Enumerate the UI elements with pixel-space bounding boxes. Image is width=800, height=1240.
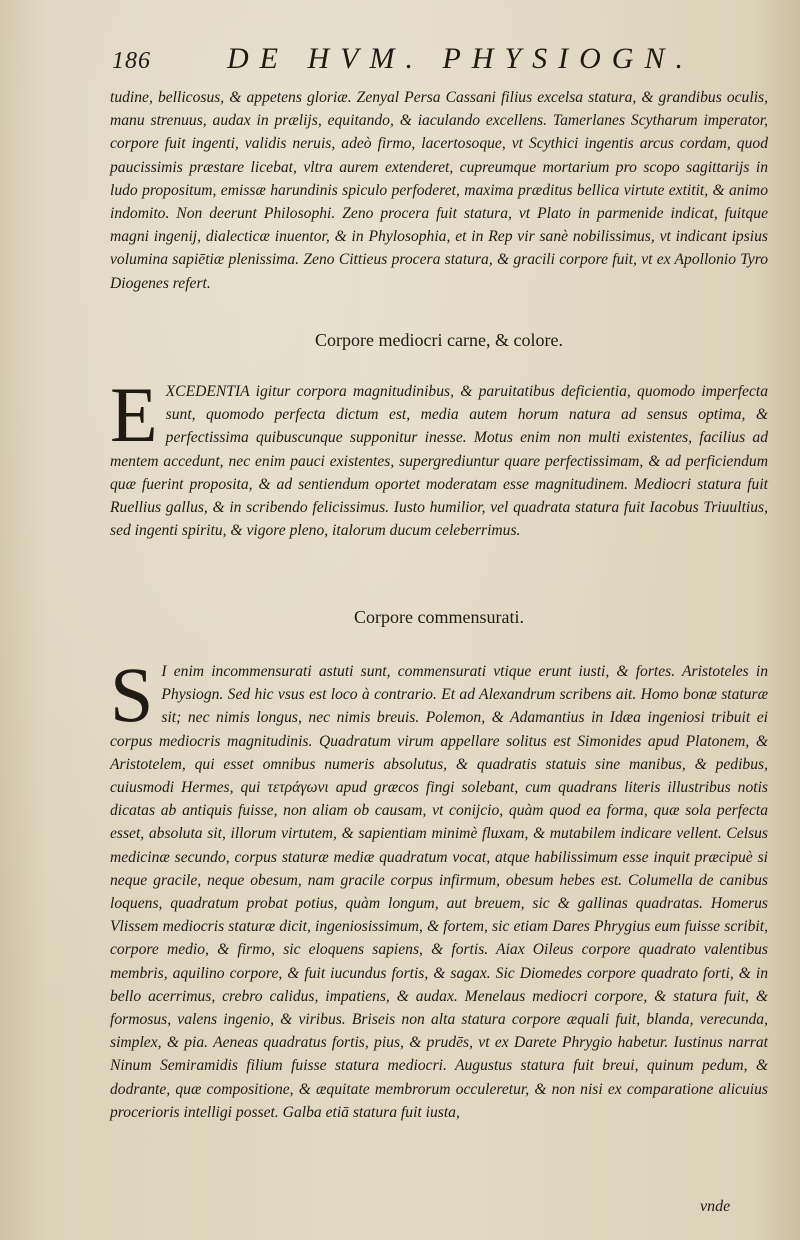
section-heading-commensurati: Corpore commensurati. [354,607,524,627]
paragraph-mediocri [110,371,768,542]
paragraph-continued [110,86,768,295]
paragraph-commensurati [110,651,768,1124]
paragraph-text: I enim incommensurati astuti sunt, commensurati vtique erunt iusti, & fortes. Aristoteles in Physiogn. Sed hic vsus est loco à contrario. Et ad Alexandrum scribens ait. Homo bonæ staturæ sit; nec nimis longus, nec nimis breuis. Polemon, & Adamantius in Idæa ingeniosi tribuit ei corpus mediocris magnitudinis. Quadratum virum appellare solitus est Simonides apud Platonem, & Aristotelem, qui esset omnibus numeris absolutus, & quadratis statuis sine manibus, & pedibus, cuiusmodi Hermes, qui τετράγωνι apud græcos fingi solebant, cum quadrans literis illustribus notis dicatas ab antiquis fuisse, non aliam ob causam, vt conijcio, quàm quod ea forma, quæ sola perfecta esset, absoluta sit, illorum virtutem, & sapientiam minimè fluxam, & mutabilem indicare vellent. Celsus medicinæ secundo, corpus staturæ mediæ quadratum vocat, atque habilissimum esse inquit præcipuè si neque gracile, neque obesum, nam gracile corpus infirmum, obesum hebes est. Columella de canibus loquens, quadratum probat potius, quàm longum, aut breuem, sic & gallinas quadratas. Homerus Vlissem mediocris staturæ dicit, ingeniosissimum, & fortem, sic etiam Dares Phrygius eum fuisse scribit, corpore medio, & firmo, sic eloquens sapiens, & fortis. Aiax Oileus corpore quadrato valentibus membris, aquilino corpore, & fuit iucundus fortis, & sagax. Sic Diomedes corpore quadrato forti, & in bello acerrimus, crebro calidus, impatiens, & audax. Menelaus mediocri corpore, & statura fuit, & formosus, valens ingenio, & viribus. Briseis non alta statura corpore æquali fuit, blanda, verecunda, simplex, & pia. Aeneas quadratus fortis, pius, & prudēs, vt ex Darete Phrygio habetur. Iustinus narrat Ninum Semiramidis filium fuisse statura mediocri. Augustus statura fuit breui, quinum pedum, & dodrante, quæ compositione, & æquitate membrorum occuleretur, & non nisi ex comparatione alicuius procerioris intelligi posset. Galba etiā statura fuit iusta, [110,663,768,1121]
catchword: vnde [700,1198,731,1215]
drop-cap: S [110,651,154,738]
page-header [112,40,762,80]
drop-cap: E [110,371,158,458]
paragraph-text: XCEDENTIA igitur corpora magnitudinibus, & paruitatibus deficientia, quomodo imperfecta sunt, quomodo perfecta dictum est, media autem horum natura ad sensus optima, & perfectissima quibuscunque supponitur inesse. Motus enim non multi existentes, facilius ad mentem accedunt, nec enim pauci existentes, supergrediuntur quare perfectissimam, & ad perficiendum quæ fuerint proposita, & ad sentiendum oportet moderatam esse magnitudinem. Mediocri statura fuit Ruellius gallus, & in scribendo felicissimus. Iusto humilior, vel quadrata statura fuit Iacobus Triuultius, sed ingenti spiritu, & vigore pleno, italorum ducum celeberrimus. [110,383,768,540]
section-heading-mediocri: Corpore mediocri carne, & colore. [315,330,563,350]
paragraph-text: tudine, bellicosus, & appetens gloriæ. Zenyal Persa Cassani filius excelsa statura, & grandibus oculis, manu strenuus, audax in prælijs, equitando, & iaculando excellens. Tamerlanes Scytharum imperator, corpore fuit ingenti, validis neruis, adeò firmo, lacertosoque, vt Scythici ingentis arcus cordam, quod paucissimis præstare licebat, vltra aurem extenderet, cupreumque mortarium pro scopo sagittarijs in ludo propositum, emissæ harundinis spiculo perfoderet, maxima præditus bellica virtute extitit, & animo indomito. Non deerunt Philosophi. Zeno procera fuit statura, vt Plato in parmenide indicat, fuitque magni ingenij, dialecticæ inuentor, & in Phylosophia, et in Rep vir sanè nobilissimus, vt indicant ipsius volumina sapiētiæ plenissima. Zeno Cittieus procera statura, & gracili corpore fuit, vt ex Apollonio Tyro Diogenes refert. [110,89,768,292]
running-head: DE HVM. PHYSIOGN. [227,42,694,75]
page-number: 186 [112,48,151,74]
